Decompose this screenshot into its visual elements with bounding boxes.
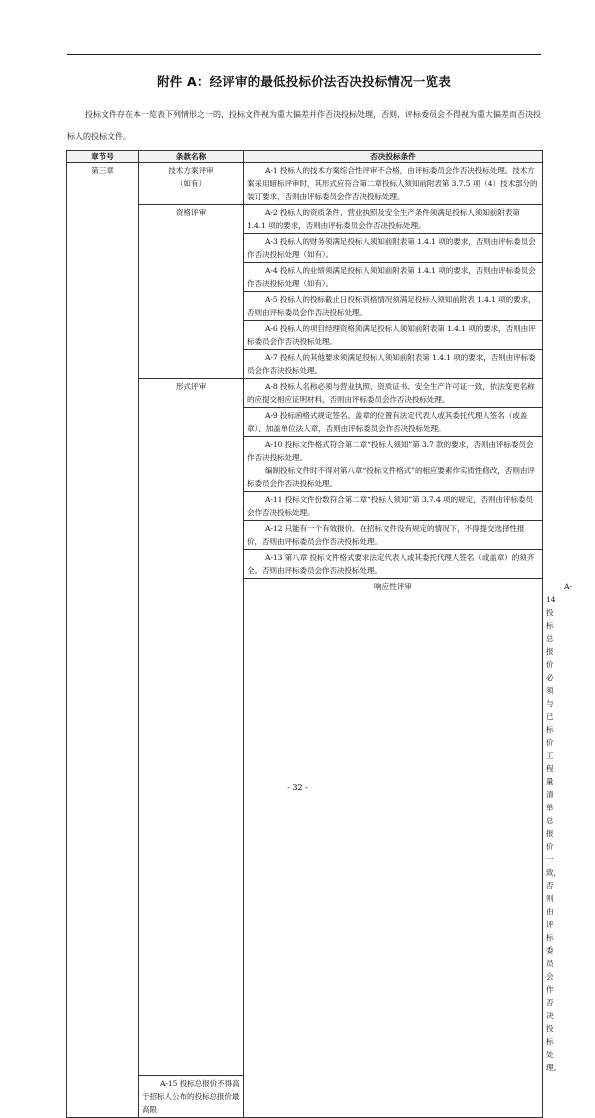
condition-a11: A-11 投标文件份数符合第二章“投标人须知”第 3.7.4 项的规定，否则由评标委员会作否决投标处理。 bbox=[244, 492, 543, 521]
condition-a10 bbox=[244, 437, 543, 492]
category-qualification: 资格评审 bbox=[139, 205, 244, 379]
condition-a15: A-15 投标总报价不得高于招标人公布的投标总报价最高限 bbox=[139, 1076, 244, 1118]
condition-a10-extra: 编制投标文件时不得对第八章“投标文件格式”的相应要素作实质性修改，否则由评标委员会作否决投标处理。 bbox=[247, 466, 535, 488]
page-number: - 32 - bbox=[287, 783, 308, 792]
condition-a8: A-8 投标人名称必须与营业执照、资质证书、安全生产许可证一致，依法变更名称的应提交相应证明材料，否则由评标委员会作否决投标处理。 bbox=[244, 379, 543, 408]
table-row: 响应性评审 A-14 投标总报价必须与已标价工程量清单总报价一致，否则由评标委员会作否决投标处理。 bbox=[67, 579, 543, 1076]
header-rule bbox=[67, 54, 541, 55]
condition-a12: A-12 只能有一个有效报价。在招标文件没有规定的情况下，不得提交选择性报价，否则由评标委员会作否决投标处理。 bbox=[244, 521, 543, 550]
condition-a9: A-9 投标函格式规定签名、盖章的位置有法定代表人或其委托代理人签名（或盖章）、加盖单位法人章，否则由评标委员会作否决投标处理。 bbox=[244, 408, 543, 437]
category-responsiveness: 响应性评审 bbox=[244, 579, 543, 1118]
condition-a4: A-4 投标人的业绩须满足投标人须知前附表第 1.4.1 项的要求，否则由评标委员会作否决投标处理（如有）。 bbox=[244, 263, 543, 292]
rejection-conditions-table bbox=[66, 150, 572, 1118]
header-chapter: 章节号 bbox=[67, 151, 139, 163]
table-row bbox=[67, 205, 543, 234]
condition-a1: A-1 投标人的技术方案综合性评审不合格，由评标委员会作否决投标处理。技术方案采用暗标评审时，其形式应符合第二章投标人须知前附表第 3.7.5 项（4）技术部分的装订要求，否则由评标委员会作否决投标处理。 bbox=[244, 163, 543, 205]
condition-a13: A-13 第八章 投标文件格式要求法定代表人或其委托代理人签名（或盖章）的须齐全。否则由评标委员会作否决投标处理。 bbox=[244, 550, 543, 579]
header-clause: 条款名称 bbox=[139, 151, 244, 163]
condition-a7: A-7 投标人的其他要求须满足投标人须知前附表第 1.4.1 项的要求，否则由评标委员会作否决投标处理。 bbox=[244, 350, 543, 379]
condition-a5: A-5 投标人的投标截止日投标资格情况须满足投标人须知前附表 1.4.1 项的要求，否则由评标委员会作否决投标处理。 bbox=[244, 292, 543, 321]
condition-a2: A-2 投标人的资质条件、营业执照及安全生产条件须满足投标人须知前附表第 1.4.1 项的要求，否则由评标委员会作否决投标处理。 bbox=[244, 205, 543, 234]
condition-a3: A-3 投标人的财务须满足投标人须知前附表第 1.4.1 项的要求，否则由评标委员会作否决投标处理（如有）。 bbox=[244, 234, 543, 263]
category-tech: 技术方案评审 （如有） bbox=[139, 163, 244, 205]
table-row bbox=[67, 163, 543, 205]
table-header-row bbox=[67, 151, 543, 163]
page-title: 附件 A：经评审的最低投标价法否决投标情况一览表 bbox=[157, 74, 451, 89]
table-row bbox=[67, 379, 543, 408]
condition-a6: A-6 投标人的项目经理资格须满足投标人须知前附表第 1.4.1 项的要求，否则由评标委员会作否决投标处理。 bbox=[244, 321, 543, 350]
header-condition: 否决投标条件 bbox=[244, 151, 543, 163]
chapter-cell: 第三章 bbox=[67, 163, 139, 1118]
category-form: 形式评审 bbox=[139, 379, 244, 1076]
condition-a10-text: A-10 投标文件格式符合第二章“投标人须知”第 3.7 款的要求，否则由评标委员会作否决投标处理。 bbox=[247, 440, 534, 462]
intro-paragraph: 投标文件存在本一览表下列情形之一的，投标文件视为重大偏差并作否决投标处理，否则，评标委员会不得视为重大偏差而否决投标人的投标文件。 bbox=[67, 110, 541, 141]
